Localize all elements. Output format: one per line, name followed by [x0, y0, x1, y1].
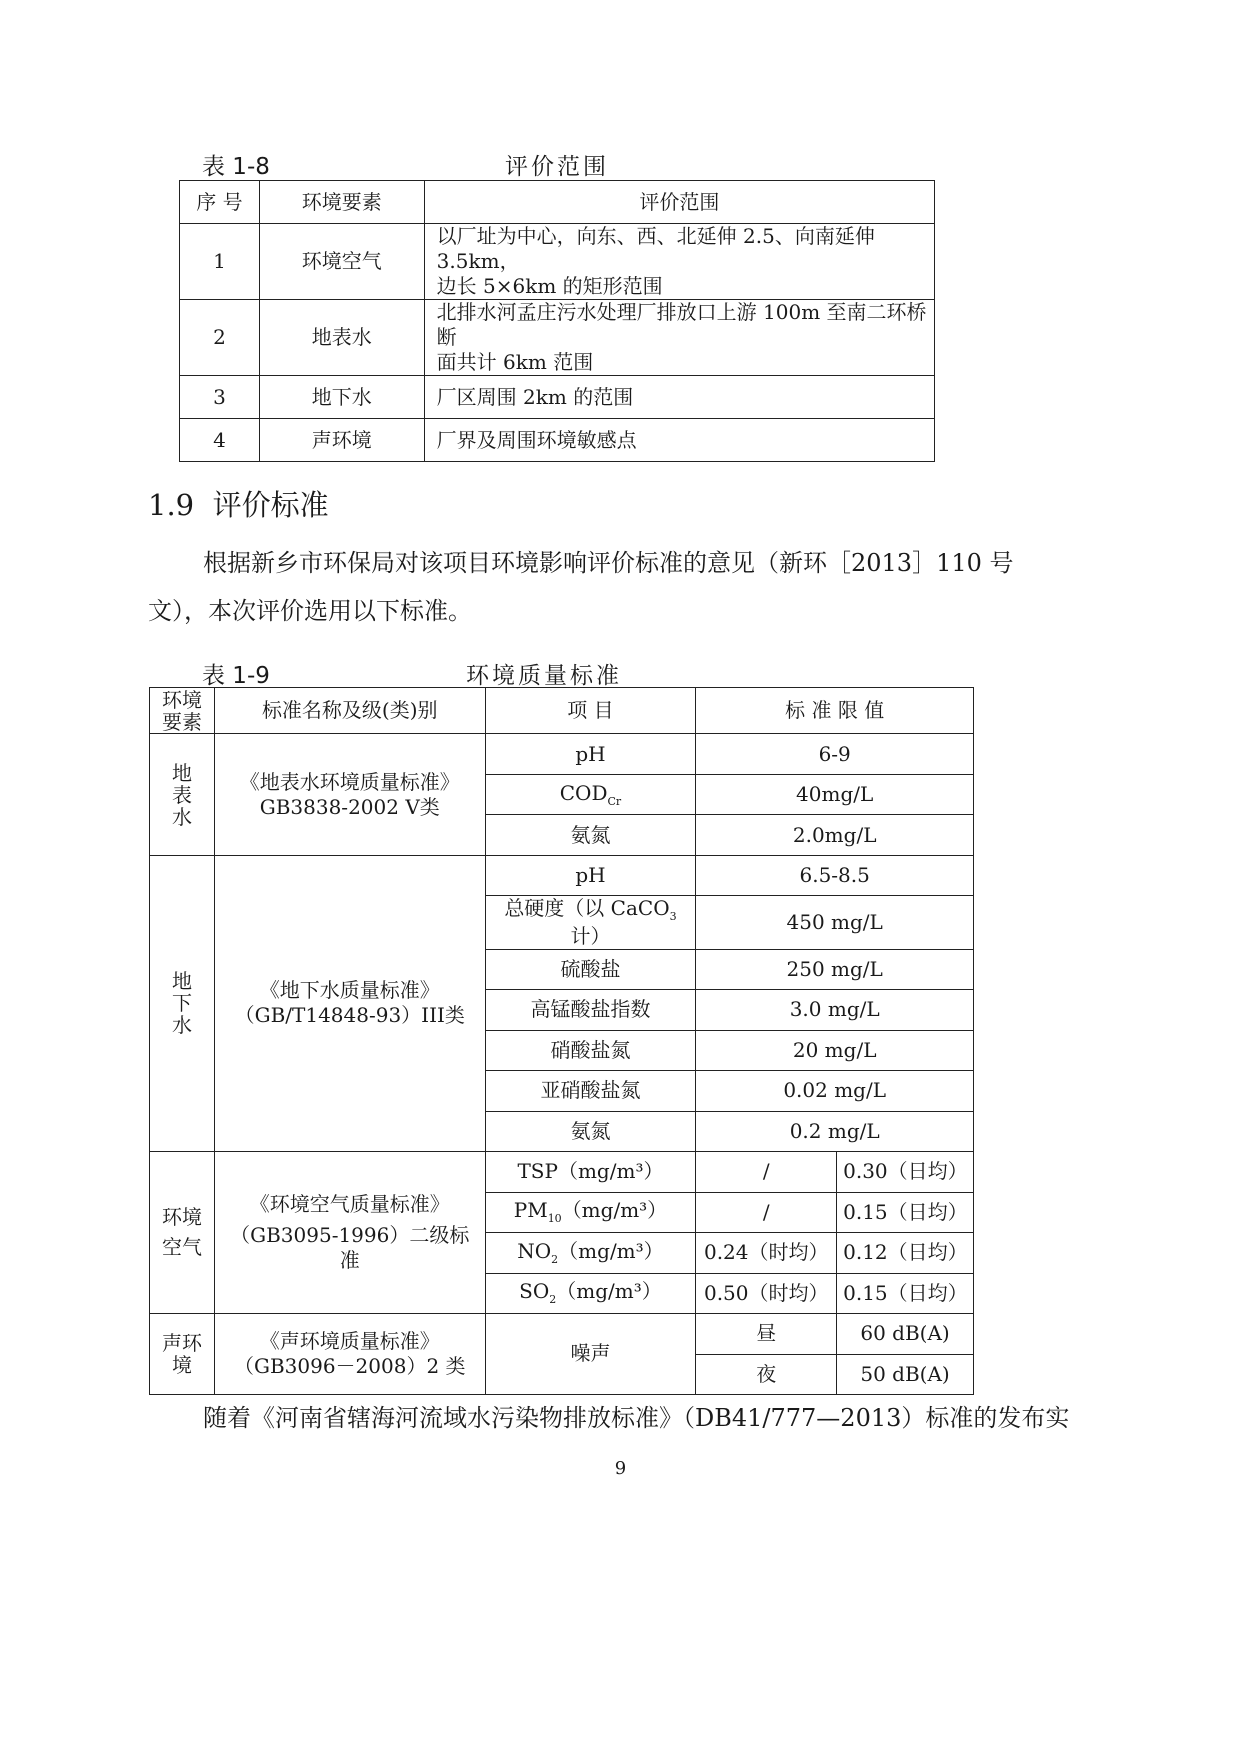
row-no: 2 — [180, 300, 260, 376]
element-air: 环境 空气 — [150, 1151, 215, 1313]
element-noise: 声环 境 — [150, 1313, 215, 1394]
limit-cell: 40mg/L — [696, 775, 974, 815]
header-element: 环境要素 — [259, 181, 424, 224]
item-cell: 硝酸盐氮 — [485, 1030, 696, 1070]
header-scope: 评价范围 — [424, 181, 934, 224]
limit-cell: 6-9 — [696, 734, 974, 775]
standard-surface-water: 《地表水环境质量标准》 GB3838-2002 Ⅴ类 — [214, 734, 485, 856]
row-element: 地表水 — [259, 300, 424, 376]
hourly-cell: / — [696, 1192, 837, 1232]
hourly-cell: / — [696, 1151, 837, 1192]
section-number: 1.9 — [148, 488, 195, 522]
header-item: 项 目 — [485, 688, 696, 734]
daily-cell: 0.12（日均） — [837, 1232, 974, 1273]
item-cell: $SO_2(mg/m^3)$ — [485, 1273, 696, 1313]
table-1-8-title: 评价范围 — [505, 154, 609, 180]
daily-cell: 0.15（日均） — [837, 1192, 974, 1232]
limit-cell: 60 dB(A) — [837, 1313, 974, 1354]
limit-cell: 50 dB(A) — [837, 1354, 974, 1394]
paragraph-line: 随着《河南省辖海河流域水污染物排放标准》（DB41/777—2013）标准的发布实 — [203, 1404, 1070, 1432]
page-number: 9 — [614, 1458, 627, 1479]
paragraph-line: 根据新乡市环保局对该项目环境影响评价标准的意见（新环［2013］110 号 — [203, 549, 1014, 577]
limit-cell: 450 mg/L — [696, 896, 974, 950]
standard-noise: 《声环境质量标准》 （GB3096－2008）2 类 — [214, 1313, 485, 1394]
element-surface-water: 地 表 水 — [150, 734, 215, 856]
item-cell: pH — [485, 734, 696, 775]
section-heading — [148, 483, 329, 524]
limit-cell: 6.5-8.5 — [696, 856, 974, 896]
limit-cell: 3.0 mg/L — [696, 989, 974, 1030]
section-title: 评价标准 — [212, 488, 329, 522]
hourly-cell: 0.50（时均） — [696, 1273, 837, 1313]
paragraph-line: 文），本次评价选用以下标准。 — [148, 597, 472, 625]
daily-cell: 0.30（日均） — [837, 1151, 974, 1192]
row-scope: 厂界及周围环境敏感点 — [424, 419, 934, 462]
row-scope: 北排水河孟庄污水处理厂排放口上游 100m 至南二环桥断 面共计 6km 范围 — [424, 300, 934, 376]
item-cell: 硫酸盐 — [485, 949, 696, 989]
table-1-9-title: 环境质量标准 — [466, 663, 622, 689]
item-cell: $PM_{10}(mg/m^3)$ — [485, 1192, 696, 1232]
item-cell: 总硬度（以 CaCO$_3$计） — [485, 896, 696, 950]
limit-cell: 20 mg/L — [696, 1030, 974, 1070]
standard-air: 《环境空气质量标准》 （GB3095-1996）二级标准 — [214, 1151, 485, 1313]
limit-cell: 0.02 mg/L — [696, 1070, 974, 1111]
item-cell: pH — [485, 856, 696, 896]
row-element: 地下水 — [259, 376, 424, 419]
table-1-8 — [179, 180, 935, 462]
daily-cell: 0.15（日均） — [837, 1273, 974, 1313]
limit-cell: 2.0mg/L — [696, 815, 974, 856]
element-groundwater: 地 下 水 — [150, 856, 215, 1152]
row-element: 声环境 — [259, 419, 424, 462]
item-cell: 氨氮 — [485, 1111, 696, 1151]
table-1-8-number: 表 1-8 — [202, 154, 270, 180]
period-cell: 夜 — [696, 1354, 837, 1394]
row-scope: 厂区周围 2km 的范围 — [424, 376, 934, 419]
item-cell: 亚硝酸盐氮 — [485, 1070, 696, 1111]
limit-cell: 0.2 mg/L — [696, 1111, 974, 1151]
standard-groundwater: 《地下水质量标准》 （GB/T14848-93）III类 — [214, 856, 485, 1152]
row-scope: 以厂址为中心，向东、西、北延伸 2.5、向南延伸 3.5km， 边长 5×6km 的矩形范围 — [424, 224, 934, 300]
item-noise: 噪声 — [485, 1313, 696, 1394]
table-1-9 — [149, 687, 974, 1395]
header-limit: 标 准 限 值 — [696, 688, 974, 734]
period-cell: 昼 — [696, 1313, 837, 1354]
limit-cell: 250 mg/L — [696, 949, 974, 989]
item-cell: 氨氮 — [485, 815, 696, 856]
item-cell: 高锰酸盐指数 — [485, 989, 696, 1030]
item-cell: $NO_2(mg/m^3)$ — [485, 1232, 696, 1273]
hourly-cell: 0.24（时均） — [696, 1232, 837, 1273]
item-cell: $COD_{Cr}$ — [485, 775, 696, 815]
header-no: 序 号 — [180, 181, 260, 224]
header-standard: 标准名称及级(类)别 — [214, 688, 485, 734]
row-no: 3 — [180, 376, 260, 419]
item-cell: TSP（mg/m³） — [485, 1151, 696, 1192]
row-no: 1 — [180, 224, 260, 300]
header-element: 环境要素 — [150, 688, 215, 734]
table-1-9-number: 表 1-9 — [202, 663, 270, 689]
row-no: 4 — [180, 419, 260, 462]
row-element: 环境空气 — [259, 224, 424, 300]
